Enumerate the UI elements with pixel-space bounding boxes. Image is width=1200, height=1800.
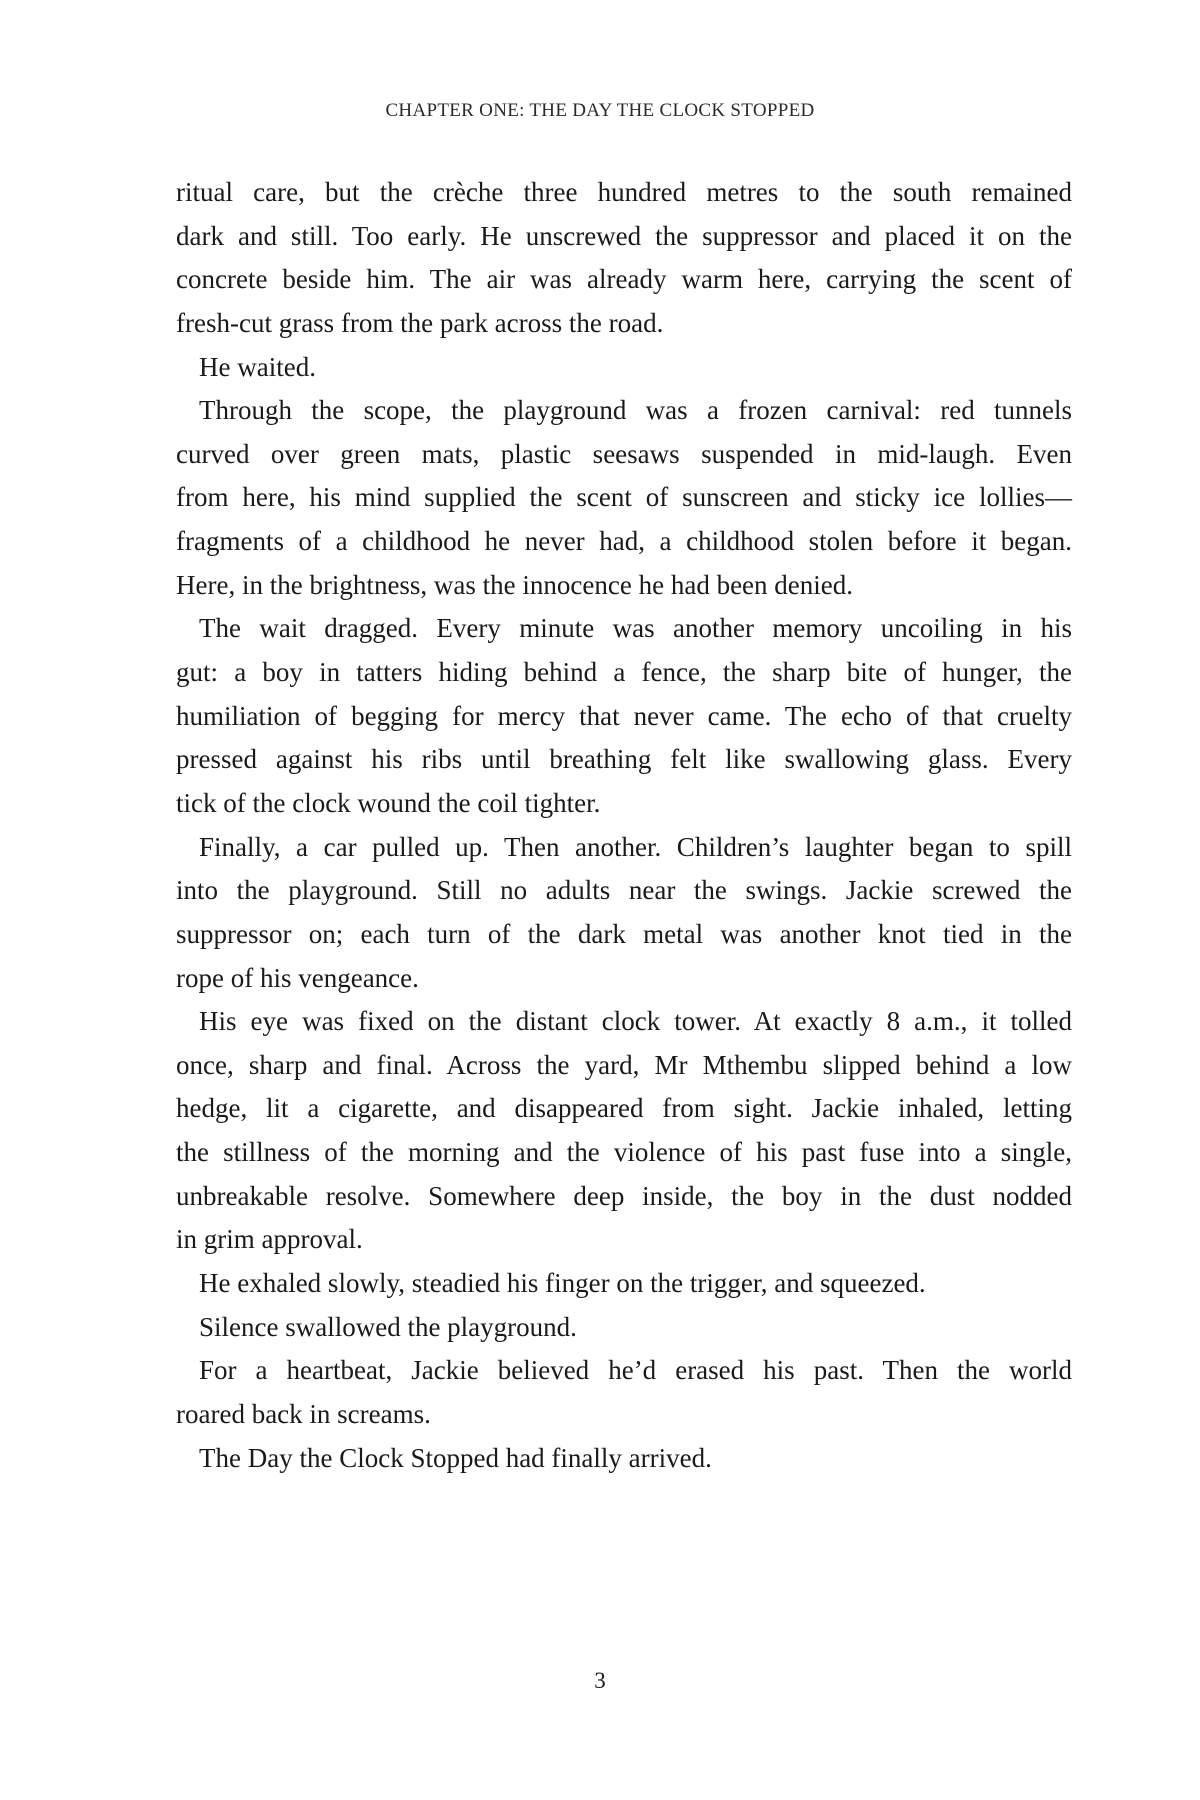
text-line: pressed against his ribs until breathing felt like swallowing glass. Every <box>176 744 1072 775</box>
paragraph <box>176 607 1072 825</box>
paragraph <box>176 1349 1072 1436</box>
text-line: fragments of a childhood he never had, a childhood stolen before it began. <box>176 526 1072 557</box>
text-line: Through the scope, the playground was a frozen carnival: red tunnels <box>199 395 1072 426</box>
text-line: in grim approval. <box>176 1224 363 1255</box>
text-line: the stillness of the morning and the violence of his past fuse into a single, <box>176 1137 1072 1168</box>
paragraph <box>176 1437 1072 1481</box>
paragraph <box>176 1000 1072 1262</box>
text-line: concrete beside him. The air was already warm here, carrying the scent of <box>176 264 1072 295</box>
text-line: The wait dragged. Every minute was another memory uncoiling in his <box>199 613 1072 644</box>
text-line: roared back in screams. <box>176 1398 431 1429</box>
paragraph <box>176 1262 1072 1306</box>
paragraph <box>176 346 1072 390</box>
text-line: gut: a boy in tatters hiding behind a fence, the sharp bite of hunger, the <box>176 657 1072 688</box>
text-line: For a heartbeat, Jackie believed he’d erased his past. Then the world <box>199 1355 1072 1386</box>
text-line: The Day the Clock Stopped had finally arrived. <box>199 1442 712 1473</box>
text-line: fresh-cut grass from the park across the road. <box>176 307 664 338</box>
text-line: curved over green mats, plastic seesaws suspended in mid-laugh. Even <box>176 438 1072 469</box>
text-line: into the playground. Still no adults near the swings. Jackie screwed the <box>176 875 1072 906</box>
text-line: rope of his vengeance. <box>176 962 419 993</box>
text-line: Silence swallowed the playground. <box>199 1311 577 1342</box>
text-line: humiliation of begging for mercy that never came. The echo of that cruelty <box>176 700 1072 731</box>
text-line: He waited. <box>199 351 316 382</box>
paragraph <box>176 1306 1072 1350</box>
text-line: once, sharp and final. Across the yard, Mr Mthembu slipped behind a low <box>176 1049 1072 1080</box>
text-line: dark and still. Too early. He unscrewed the suppressor and placed it on the <box>176 220 1072 251</box>
text-line: hedge, lit a cigarette, and disappeared from sight. Jackie inhaled, letting <box>176 1093 1072 1124</box>
page-number: 3 <box>594 1668 606 1693</box>
text-line: suppressor on; each turn of the dark metal was another knot tied in the <box>176 918 1072 949</box>
text-line: He exhaled slowly, steadied his finger on the trigger, and squeezed. <box>199 1268 926 1299</box>
paragraph <box>176 389 1072 607</box>
text-line: Finally, a car pulled up. Then another. Children’s laughter began to spill <box>199 831 1072 862</box>
paragraph <box>176 826 1072 1001</box>
text-line: ritual care, but the crèche three hundred metres to the south remained <box>176 177 1072 207</box>
text-line: unbreakable resolve. Somewhere deep inside, the boy in the dust nodded <box>176 1180 1072 1211</box>
text-line: from here, his mind supplied the scent of sunscreen and sticky ice lollies— <box>176 482 1072 513</box>
text-line: His eye was fixed on the distant clock tower. At exactly 8 a.m., it tolled <box>199 1006 1072 1037</box>
text-line: Here, in the brightness, was the innocence he had been denied. <box>176 569 854 600</box>
body-text <box>176 171 1072 1480</box>
paragraph <box>176 171 1072 346</box>
running-head: CHAPTER ONE: THE DAY THE CLOCK STOPPED <box>385 100 815 121</box>
text-line: tick of the clock wound the coil tighter. <box>176 787 601 818</box>
